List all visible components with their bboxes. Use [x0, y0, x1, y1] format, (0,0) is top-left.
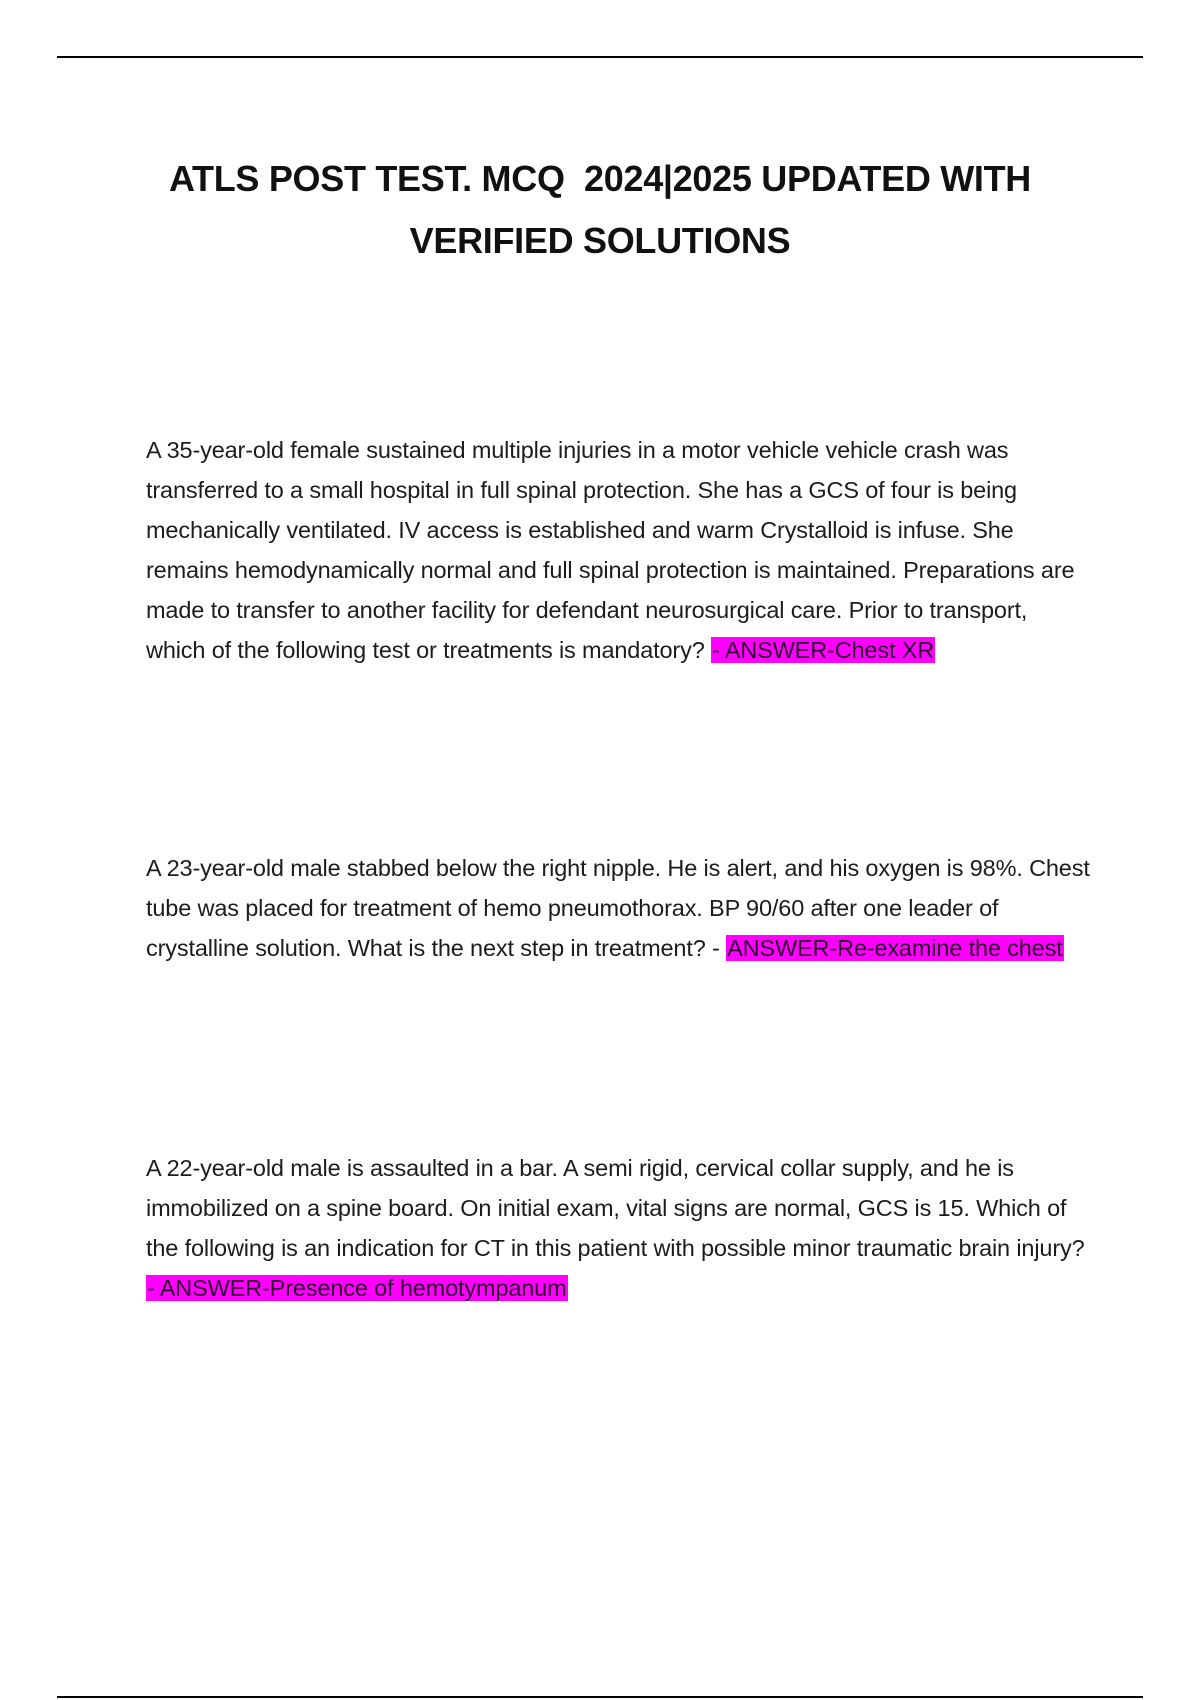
- title-line-2: VERIFIED SOLUTIONS: [409, 220, 791, 261]
- answer-highlight-2: ANSWER-Re-examine the chest: [727, 935, 1063, 961]
- question-block-2: [146, 848, 1092, 968]
- title-line-1: ATLS POST TEST. MCQ 2024|2025 UPDATED WITH: [169, 158, 1031, 199]
- document-title: [100, 148, 1100, 272]
- answer-highlight-3: - ANSWER-Presence of hemotympanum: [147, 1275, 567, 1301]
- question-block-3: [146, 1148, 1092, 1308]
- question-text-3: A 22-year-old male is assaulted in a bar. A semi rigid, cervical collar supply, and he is immobilized on a spine board. On initial exam, vital signs are normal, GCS is 15. Which of the following is an indication for CT in this patient with possible minor traumatic brain injury?: [146, 1155, 1085, 1261]
- footer-rule: [57, 1696, 1143, 1698]
- question-text-1: A 35-year-old female sustained multiple injuries in a motor vehicle vehicle crash was transferred to a small hospital in full spinal protection. She has a GCS of four is being mechanically ventilated. IV access is established and warm Crystalloid is infuse. She remains hemodynamically normal and full spinal protection is maintained. Preparations are made to transfer to another facility for defendant neurosurgical care. Prior to transport, which of the following test or treatments is mandatory?: [146, 437, 1075, 663]
- question-block-1: [146, 430, 1092, 670]
- header-rule: [57, 56, 1143, 58]
- answer-highlight-1: - ANSWER-Chest XR: [712, 637, 935, 663]
- question-text-2: A 23-year-old male stabbed below the right nipple. He is alert, and his oxygen is 98%. Chest tube was placed for treatment of hemo pneumothorax. BP 90/60 after one leader of crystalline solution. What is the next step in treatment? -: [146, 855, 1090, 961]
